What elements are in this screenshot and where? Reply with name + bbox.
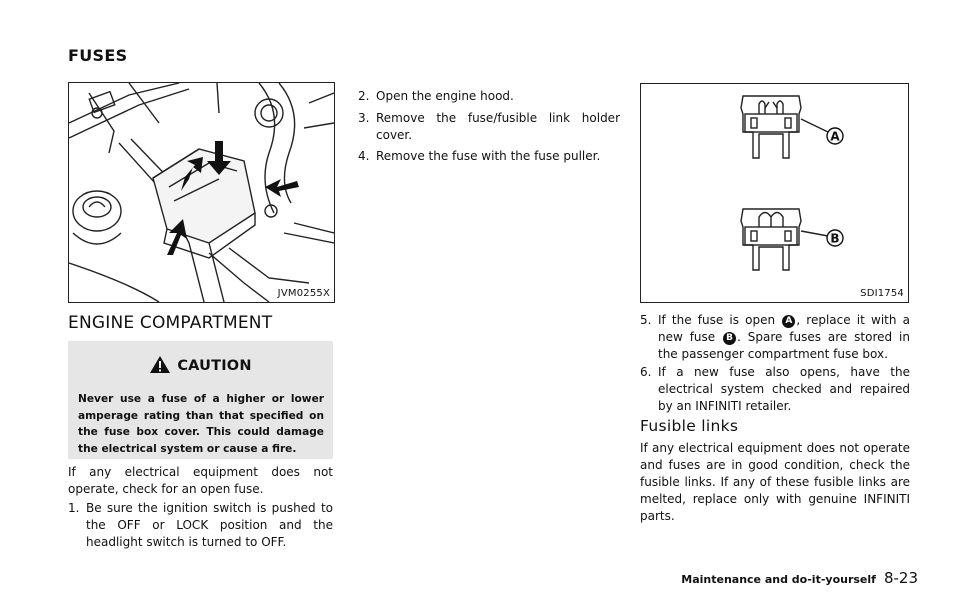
step-1	[68, 500, 333, 551]
step-number: 5.	[640, 313, 652, 327]
intro-paragraph: If any electrical equipment does not operate, check for an open fuse.	[68, 465, 333, 496]
engine-compartment-figure	[68, 82, 335, 303]
step-3	[358, 110, 620, 144]
section-title: FUSES	[68, 46, 128, 65]
step-text: If a new fuse also opens, have the electrical system checked and repaired by an INFINITI retailer.	[658, 365, 910, 413]
step-text: Remove the fuse/fusible link holder cover.	[376, 111, 620, 142]
marker-b-icon: B	[723, 332, 736, 345]
step-text	[640, 312, 910, 363]
step-text: Open the engine hood.	[376, 89, 514, 103]
step-number: 6.	[640, 365, 652, 379]
caution-header	[68, 355, 333, 374]
label-b: B	[830, 231, 840, 246]
page-number: 8-23	[883, 569, 918, 587]
caution-text: Never use a fuse of a higher or lower amperage rating than that specified on the fuse box cover. This could damage the electrical system or cause a fire.	[78, 393, 324, 455]
step-5	[640, 312, 910, 363]
step-4	[358, 148, 620, 165]
fusible-links-paragraph: If any electrical equipment does not operate and fuses are in good condition, check the fusible links. If any of these fusible links are melted, replace only with genuine INFINITI parts.	[640, 441, 910, 523]
step-text: Remove the fuse with the fuse puller.	[376, 149, 601, 163]
footer-section-title: Maintenance and do-it-yourself	[681, 573, 876, 586]
step-text: Be sure the ignition switch is pushed to the OFF or LOCK position and the headlight switch is turned to OFF.	[86, 501, 333, 549]
marker-a-icon: A	[782, 315, 795, 328]
step-2	[358, 88, 620, 105]
step-number: 4.	[358, 149, 370, 163]
step-5-part-1: If the fuse is open	[658, 313, 776, 327]
step-6	[640, 364, 910, 415]
fusible-links-heading: Fusible links	[640, 417, 739, 435]
step-number: 1.	[68, 501, 80, 515]
step-5-part-3: . Spare fuses are stored in the passenger compartment fuse box.	[658, 330, 910, 361]
engine-compartment-heading: ENGINE COMPARTMENT	[68, 313, 273, 333]
label-a: A	[830, 129, 840, 144]
new-fuse-drawing	[741, 209, 801, 270]
step-5-part-2: , replace it with a new fuse	[658, 313, 910, 344]
warning-icon	[149, 355, 171, 374]
fuse-illustration	[641, 84, 908, 302]
step-number: 3.	[358, 111, 370, 125]
caution-title: CAUTION	[177, 358, 252, 374]
page-footer	[681, 568, 918, 587]
figure-code: SDI1754	[860, 288, 904, 299]
open-fuse-drawing	[741, 96, 801, 158]
fuse-figure	[640, 83, 909, 303]
caution-box	[68, 341, 333, 459]
engine-compartment-illustration	[69, 83, 334, 302]
step-number: 2.	[358, 89, 370, 103]
figure-code: JVM0255X	[277, 288, 330, 299]
